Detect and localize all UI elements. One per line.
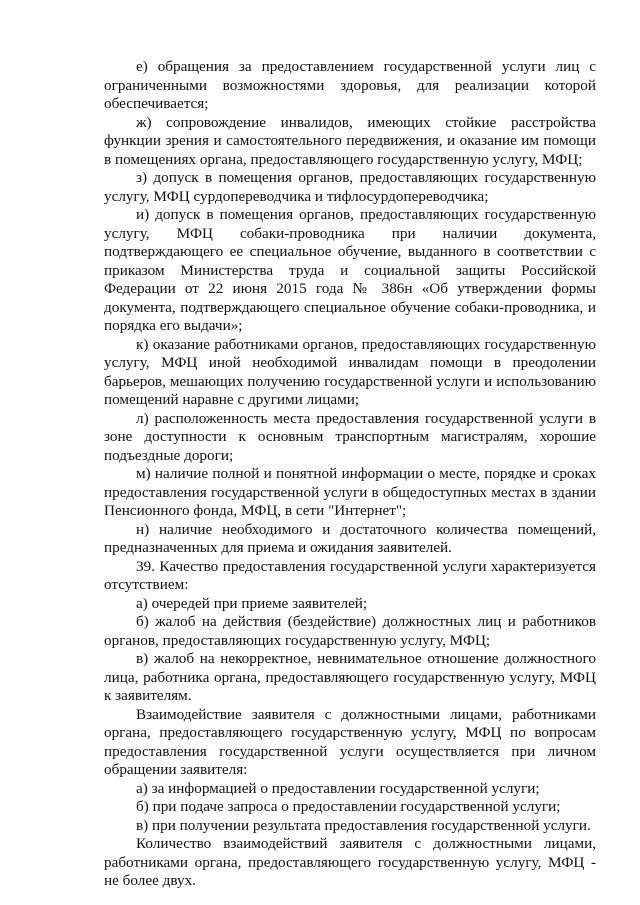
paragraph-zh-escort: ж) сопровождение инвалидов, имеющих стойкие расстройства функции зрения и самостоятельного передвижения, и оказание им помощи в помещениях органа, предоставляющего государственную услугу, МФЦ; — [104, 113, 596, 168]
paragraph-z-interpreter: з) допуск в помещения органов, предоставляющих государственную услугу, МФЦ сурдопереводчика и тифлосурдопереводчика; — [104, 169, 596, 205]
paragraph-n-premises: н) наличие необходимого и достаточного количества помещений, предназначенных для приема и ожидания заявителей. — [104, 520, 596, 556]
paragraph-l-location: л) расположенность места предоставления государственной услуги в зоне доступности к основным транспортным магистралям, хорошие подъездные дороги; — [104, 409, 596, 464]
paragraph-e-accessibility: е) обращения за предоставлением государственной услуги лиц с ограниченными возможностями здоровья, для реализации которой обеспечивается; — [104, 58, 596, 112]
paragraph-interaction: Взаимодействие заявителя с должностными лицами, работниками органа, предоставляющего государственную услугу, МФЦ по вопросам предоставления государственной услуги осуществляется при личном обращении заявителя: — [104, 705, 596, 778]
document-page — [104, 58, 596, 891]
paragraph-v-result: в) при получении результата предоставления государственной услуги. — [136, 816, 591, 834]
paragraph-a-queues: а) очередей при приеме заявителей; — [136, 594, 368, 612]
paragraph-a-information: а) за информацией о предоставлении государственной услуги; — [136, 779, 540, 797]
paragraph-b-request: б) при подаче запроса о предоставлении государственной услуги; — [136, 798, 561, 815]
paragraph-k-assistance: к) оказание работниками органов, предоставляющих государственную услугу, МФЦ иной необходимой инвалидам помощи в преодолении барьеров, мешающих получению государственной услуги и использованию помещений наравне с другими лицами; — [104, 335, 596, 408]
paragraph-b-complaints: б) жалоб на действия (бездействие) должностных лиц и работников органов, предоставляющих государственную услугу, МФЦ; — [104, 613, 596, 649]
paragraph-v-complaints: в) жалоб на некорректное, невнимательное отношение должностного лица, работника органа, предоставляющего государственную услугу, МФЦ к заявителям. — [104, 650, 596, 704]
paragraph-interaction-count: Количество взаимодействий заявителя с должностными лицами, работниками органа, предоставляющего государственную услугу, МФЦ - не более двух. — [104, 835, 596, 889]
paragraph-m-information: м) наличие полной и понятной информации о месте, порядке и сроках предоставления государственной услуги в общедоступных местах в здании Пенсионного фонда, МФЦ, в сети "Интернет"; — [104, 465, 596, 519]
paragraph-i-guide-dog: и) допуск в помещения органов, предоставляющих государственную услугу, МФЦ собаки-проводника при наличии документа, подтверждающего ее специальное обучение, выданного в соответствии с приказом Министерства труда и социальной защиты Российской Федерации от 22 июня 2015 года № 386н «Об утверждении формы документа, подтверждающего специальное обучение собаки-проводника, и порядка его выдачи»; — [104, 206, 596, 334]
paragraph-39-quality: 39. Качество предоставления государственной услуги характеризуется отсутствием: — [104, 557, 596, 593]
